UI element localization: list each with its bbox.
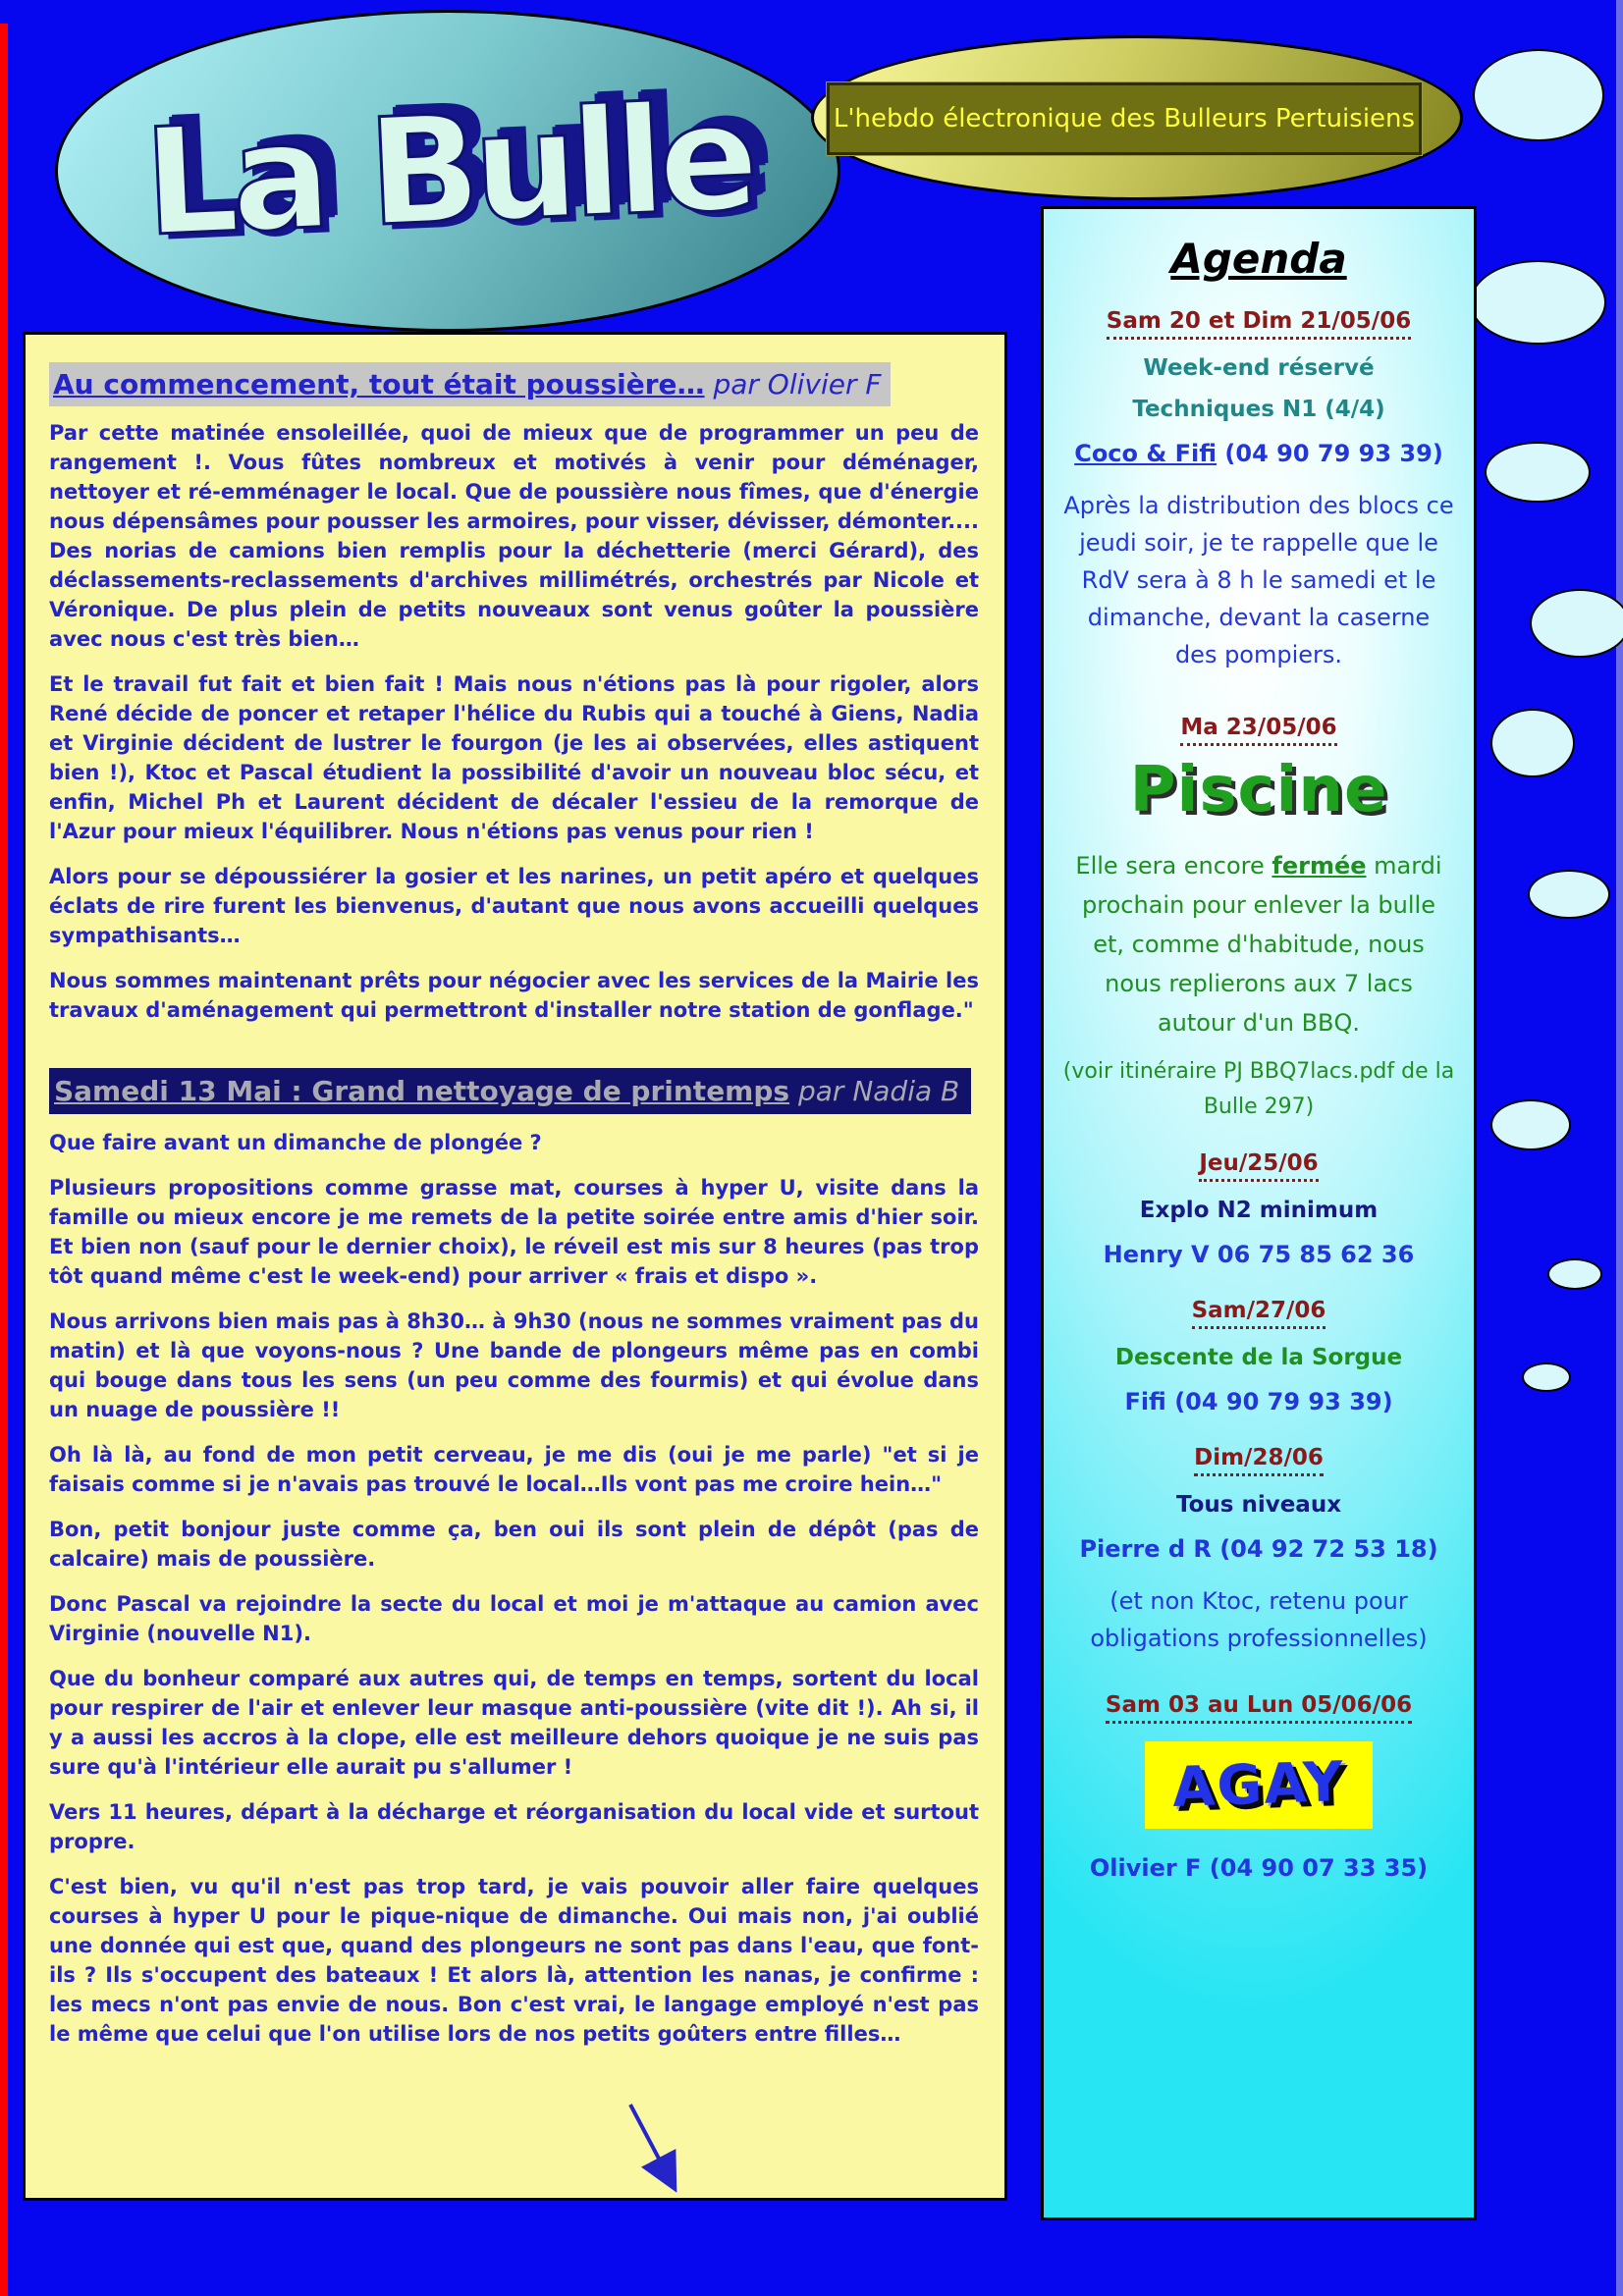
paragraph: Oh là là, au fond de mon petit cerveau, je me dis (oui je me parle) "et si je faisais comme si je n'avais pas trouvé le local…Ils vont pas me croire hein…"	[49, 1443, 979, 1496]
event-line: Techniques N1 (4/4)	[1132, 397, 1385, 422]
article-2-byline: par Nadia B	[789, 1075, 960, 1107]
agenda-event	[1057, 1150, 1460, 1268]
note-text: mardi prochain pour enlever la bulle et, comme d'habitude, nous nous replierons aux 7 lacs autour d'un BBQ.	[1082, 852, 1442, 1037]
down-arrow-icon	[617, 2099, 699, 2193]
event-line: Tous niveaux	[1175, 1492, 1342, 1518]
bubble-decoration	[1490, 709, 1575, 777]
article-1-heading	[49, 362, 891, 406]
bubble-decoration	[1547, 1258, 1602, 1290]
bubble-decoration	[1528, 870, 1610, 919]
event-headline: AGAY	[1170, 1749, 1347, 1821]
event-contact: Pierre d R (04 92 72 53 18)	[1079, 1535, 1438, 1563]
bubble-decoration	[1490, 1099, 1571, 1150]
event-note: (et non Ktoc, retenu pour obligations professionnelles)	[1090, 1587, 1428, 1652]
note-text: Elle sera encore	[1075, 852, 1272, 880]
event-date: Sam/27/06	[1192, 1298, 1326, 1329]
bubble-decoration	[1522, 1362, 1571, 1392]
event-line: Descente de la Sorgue	[1114, 1345, 1403, 1370]
event-headline-highlight	[1145, 1741, 1373, 1829]
logo-ellipse	[55, 10, 840, 332]
bubble-decoration	[1470, 260, 1606, 345]
logo-title: La Bulle	[140, 72, 755, 270]
paragraph: Alors pour se dépoussiérer la gosier et les narines, un petit apéro et quelques éclats de rire furent les bienvenus, d'autant que nous avons accueilli quelques sympathisants…	[49, 865, 979, 947]
paragraph: Bon, petit bonjour juste comme ça, ben oui ils sont plein de dépôt (pas de calcaire) mais de poussière.	[49, 1518, 979, 1571]
articles-panel	[23, 332, 1007, 2201]
event-contact: Henry V 06 75 85 62 36	[1103, 1241, 1415, 1268]
paragraph: Et le travail fut fait et bien fait ! Mais nous n'étions pas là pour rigoler, alors René décide de poncer et retaper l'hélice du Rubis qui a touché à Giens, Nadia et Virginie décident de lustrer le fourgon (je les ai observées, elles astiquent bien !), Ktoc et Pascal étudient la possibilité d'avoir un nouveau bloc sécu, et enfin, Michel Ph et Laurent décident de décaler l'essieu de la remorque de l'Azur pour mieux l'équilibrer. Nous n'étions pas venus pour rien !	[49, 672, 979, 843]
event-attachment: (voir itinéraire PJ BBQ7lacs.pdf de la Bulle 297)	[1062, 1059, 1455, 1119]
article-2-title: Samedi 13 Mai : Grand nettoyage de printemps	[54, 1075, 790, 1107]
article-1	[49, 362, 979, 1025]
event-contact: Fifi (04 90 79 93 39)	[1124, 1388, 1393, 1415]
agenda-event	[1057, 1692, 1460, 1882]
bubble-decoration	[1473, 49, 1604, 141]
paragraph: Nous sommes maintenant prêts pour négocier avec les services de la Mairie les travaux d'aménagement qui permettront d'installer notre station de gonflage."	[49, 969, 979, 1022]
agenda-event	[1057, 1298, 1460, 1415]
paragraph: Nous arrivons bien mais pas à 8h30… à 9h30 (nous ne sommes vraiment pas du matin) et là que voyons-nous ? Une bande de plongeurs même pas en combi qui bouge dans tous les sens (un peu comme des fourmis) et qui évolue dans un nuage de poussière !!	[49, 1309, 979, 1421]
agenda-event	[1057, 308, 1460, 673]
banner-tagline: L'hebdo électronique des Bulleurs Pertuisiens	[833, 104, 1416, 133]
banner-box	[827, 82, 1422, 155]
article-2	[49, 1041, 979, 2049]
paragraph: Plusieurs propositions comme grasse mat, courses à hyper U, visite dans la famille ou mieux encore je me remets de la petite soirée entre amis d'hier soir. Et bien non (sauf pour le dernier choix), le réveil est mis sur 8 heures (pas trop tôt quand même c'est le week-end) pour arriver « frais et dispo ».	[49, 1176, 979, 1288]
event-note: Après la distribution des blocs ce jeudi soir, je te rappelle que le RdV sera à 8 h le samedi et le dimanche, devant la caserne des pompiers.	[1063, 492, 1454, 668]
event-contact: Olivier F (04 90 07 33 35)	[1089, 1854, 1429, 1882]
bubble-decoration	[1530, 589, 1623, 658]
event-date: Sam 20 et Dim 21/05/06	[1107, 308, 1411, 340]
event-note	[1063, 846, 1454, 1042]
paragraph: Que du bonheur comparé aux autres qui, de temps en temps, sortent du local pour respirer de l'air et enlever leur masque anti-poussière (vite dit !). Ah si, il y a aussi les accros à la clope, elle est meilleure dehors quoique je ne suis pas sure qu'à l'intérieur elle aurait pu s'allumer !	[49, 1667, 979, 1779]
article-1-title: Au commencement, tout était poussière…	[53, 368, 705, 400]
paragraph: Par cette matinée ensoleillée, quoi de mieux que de programmer un peu de rangement !. Vous fûtes nombreux et motivés à venir pour déménager, nettoyer et ré-emménager le local. Que de poussière nous fîmes, que d'énergie nous dépensâmes pour pousser les armoires, pour visser, dévisser, démonter.... Des norias de camions bien remplis pour la déchetterie (merci Gérard), des déclassements-reclassements d'archives millimétrés, orchestrés par Nicole et Véronique. De plus plein de petits nouveaux sont venus goûter la poussière avec nous c'est très bien…	[49, 421, 979, 651]
event-date: Ma 23/05/06	[1180, 715, 1336, 746]
agenda-title: Agenda	[1170, 235, 1347, 283]
agenda-event	[1057, 715, 1460, 1125]
event-date: Jeu/25/06	[1199, 1150, 1318, 1182]
agenda-panel	[1041, 206, 1477, 2220]
article-1-byline: par Olivier F	[704, 368, 882, 400]
note-emphasis: fermée	[1271, 852, 1367, 880]
bubble-decoration	[1485, 442, 1591, 503]
article-2-heading	[49, 1068, 971, 1114]
left-red-stripe	[0, 24, 8, 2296]
contact-name-link: Coco & Fifi	[1074, 440, 1217, 467]
paragraph: Que faire avant un dimanche de plongée ?	[49, 1131, 542, 1154]
paragraph: Vers 11 heures, départ à la décharge et réorganisation du local vide et surtout propre.	[49, 1800, 979, 1853]
event-date: Dim/28/06	[1194, 1445, 1324, 1476]
event-contact	[1057, 440, 1460, 467]
right-edge-stripe	[1616, 0, 1623, 2296]
paragraph: Donc Pascal va rejoindre la secte du local et moi je m'attaque au camion avec Virginie (nouvelle N1).	[49, 1592, 979, 1645]
paragraph: C'est bien, vu qu'il n'est pas trop tard, je vais pouvoir aller faire quelques courses à hyper U pour le pique-nique de dimanche. Oui mais non, j'ai oublié une donnée qui est que, quand des plongeurs ne sont pas dans l'eau, que font-ils ? Ils s'occupent des bateaux ! Et alors là, attention les nanas, je confirme : les mecs n'ont pas envie de nous. Bon c'est vrai, le langage employé n'est pas le même que celui que l'on utilise lors de nos petits goûters entre filles…	[49, 1875, 979, 2046]
agenda-event	[1057, 1445, 1460, 1657]
event-line: Week-end réservé	[1143, 355, 1375, 381]
event-headline: Piscine	[1129, 754, 1388, 827]
event-line: Explo N2 minimum	[1139, 1198, 1379, 1223]
event-date: Sam 03 au Lun 05/06/06	[1106, 1692, 1412, 1724]
contact-phone: (04 90 79 93 39)	[1217, 440, 1443, 467]
